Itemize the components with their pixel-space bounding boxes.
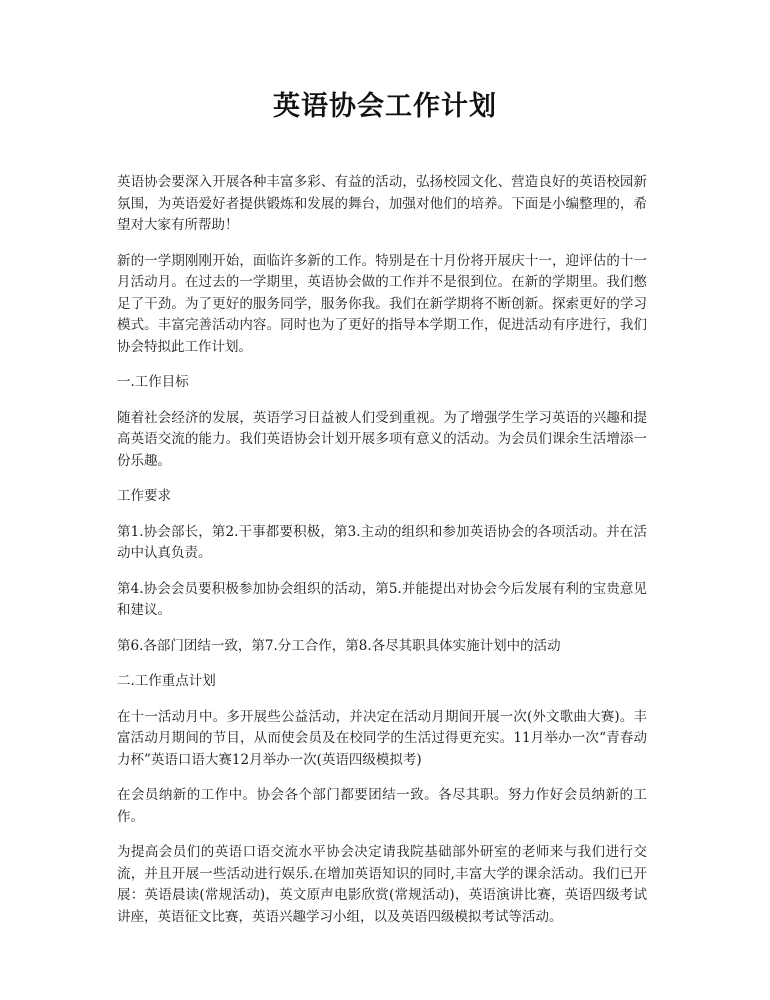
- paragraph-recruitment: 在会员纳新的工作中。协会各个部门都要团结一致。各尽其职。努力作好会员纳新的工作。: [117, 787, 647, 825]
- section-heading-requirements: 工作要求: [117, 488, 171, 504]
- paragraph-activity-month: 在十一活动月中。多开展些公益活动，并决定在活动月期间开展一次(外文歌曲大赛)。丰富活动月期间的节目，从而使会员及在校同学的生活过得更充实。11月举办一次“青春动力杯”英语口语大赛12月举办一次(英语四级模拟考): [117, 708, 647, 768]
- paragraph-requirements-3: 第6.各部门团结一致，第7.分工合作，第8.各尽其职具体实施计划中的活动: [117, 637, 561, 654]
- paragraph-goals: 随着社会经济的发展，英语学习日益被人们受到重视。为了增强学生学习英语的兴趣和提高英语交流的能力。我们英语协会计划开展多项有意义的活动。为会员们课余生活增添一份乐趣。: [117, 409, 647, 469]
- paragraph-oral-english: 为提高会员们的英语口语交流水平协会决定请我院基础部外研室的老师来与我们进行交流，并且开展一些活动进行娱乐.在增加英语知识的同时,丰富大学的课余活动。我们已开展：英语晨读(常规活动)，英文原声电影欣赏(常规活动)，英语演讲比赛，英语四级考试讲座，英语征文比赛，英语兴趣学习小组，以及英语四级模拟考试等活动。: [117, 844, 647, 925]
- section-heading-goals: 一.工作目标: [117, 374, 189, 390]
- document-body: [117, 172, 647, 942]
- paragraph-background: 新的一学期刚刚开始，面临许多新的工作。特别是在十月份将开展庆十一，迎评估的十一月活动月。在过去的一学期里，英语协会做的工作并不是很到位。在新的学期里。我们憋足了干劲。为了更好的服务同学，服务你我。我们在新学期将不断创新。探索更好的学习模式。丰富完善活动内容。同时也为了更好的指导本学期工作，促进活动有序进行，我们协会特拟此工作计划。: [117, 252, 647, 355]
- paragraph-intro: 英语协会要深入开展各种丰富多彩、有益的活动，弘扬校园文化、营造良好的英语校园新氛围，为英语爱好者提供锻炼和发展的舞台，加强对他们的培养。下面是小编整理的，希望对大家有所帮助！: [117, 174, 647, 233]
- section-heading-key-plan: 二.工作重点计划: [117, 673, 216, 689]
- paragraph-requirements-2: 第4.协会会员要积极参加协会组织的活动，第5.并能提出对协会今后发展有利的宝贵意见和建议。: [117, 580, 647, 618]
- paragraph-requirements-1: 第1.协会部长，第2.干事都要积极，第3.主动的组织和参加英语协会的各项活动。并在活动中认真负责。: [117, 523, 647, 561]
- document-title: 英语协会工作计划: [273, 91, 497, 122]
